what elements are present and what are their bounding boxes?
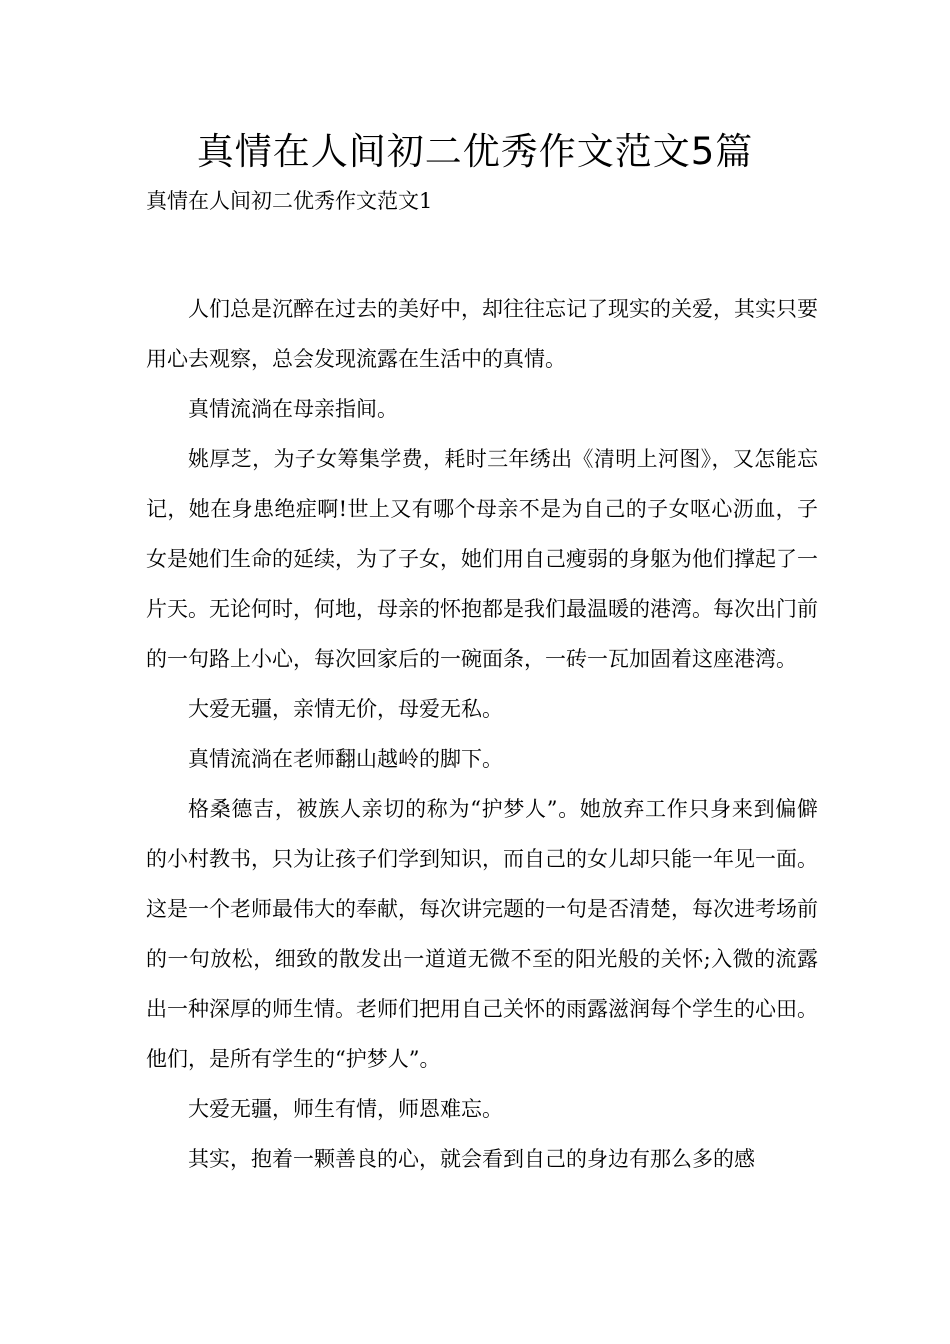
paragraph: 大爱无疆，师生有情，师恩难忘。: [188, 1097, 503, 1121]
paragraph: 姚厚芝，为子女筹集学费，耗时三年绣出《清明上河图》，又怎能忘记，她在身患绝症啊!世上又有哪个母亲不是为自己的子女呕心沥血，子女是她们生命的延续，为了子女，她们用自己瘦弱的身躯为他们撑起了一片天。无论何时，何地，母亲的怀抱都是我们最温暖的港湾。每次出门前的一句路上小心，每次回家后的一碗面条，一砖一瓦加固着这座港湾。: [146, 447, 818, 671]
paragraph: 大爱无疆，亲情无价，母爱无私。: [188, 697, 503, 721]
paragraph: 格桑德吉，被族人亲切的称为“护梦人”。她放弃工作只身来到偏僻的小村教书，只为让孩子们学到知识，而自己的女儿却只能一年见一面。这是一个老师最伟大的奉献，每次讲完题的一句是否清楚，每次进考场前的一句放松，细致的散发出一道道无微不至的阳光般的关怀;入微的流露出一种深厚的师生情。老师们把用自己关怀的雨露滋润每个学生的心田。他们，是所有学生的“护梦人”。: [146, 797, 818, 1071]
document-body: [146, 284, 818, 1184]
document-title: 真情在人间初二优秀作文范文5篇: [196, 130, 754, 173]
paragraph: 其实，抱着一颗善良的心，就会看到自己的身边有那么多的感: [188, 1147, 755, 1171]
paragraph: 真情流淌在老师翻山越岭的脚下。: [188, 747, 503, 771]
paragraph: 人们总是沉醉在过去的美好中，却往往忘记了现实的关爱，其实只要用心去观察，总会发现流露在生活中的真情。: [146, 297, 818, 371]
document-subtitle: 真情在人间初二优秀作文范文1: [146, 189, 433, 213]
paragraph: 真情流淌在母亲指间。: [188, 397, 398, 421]
